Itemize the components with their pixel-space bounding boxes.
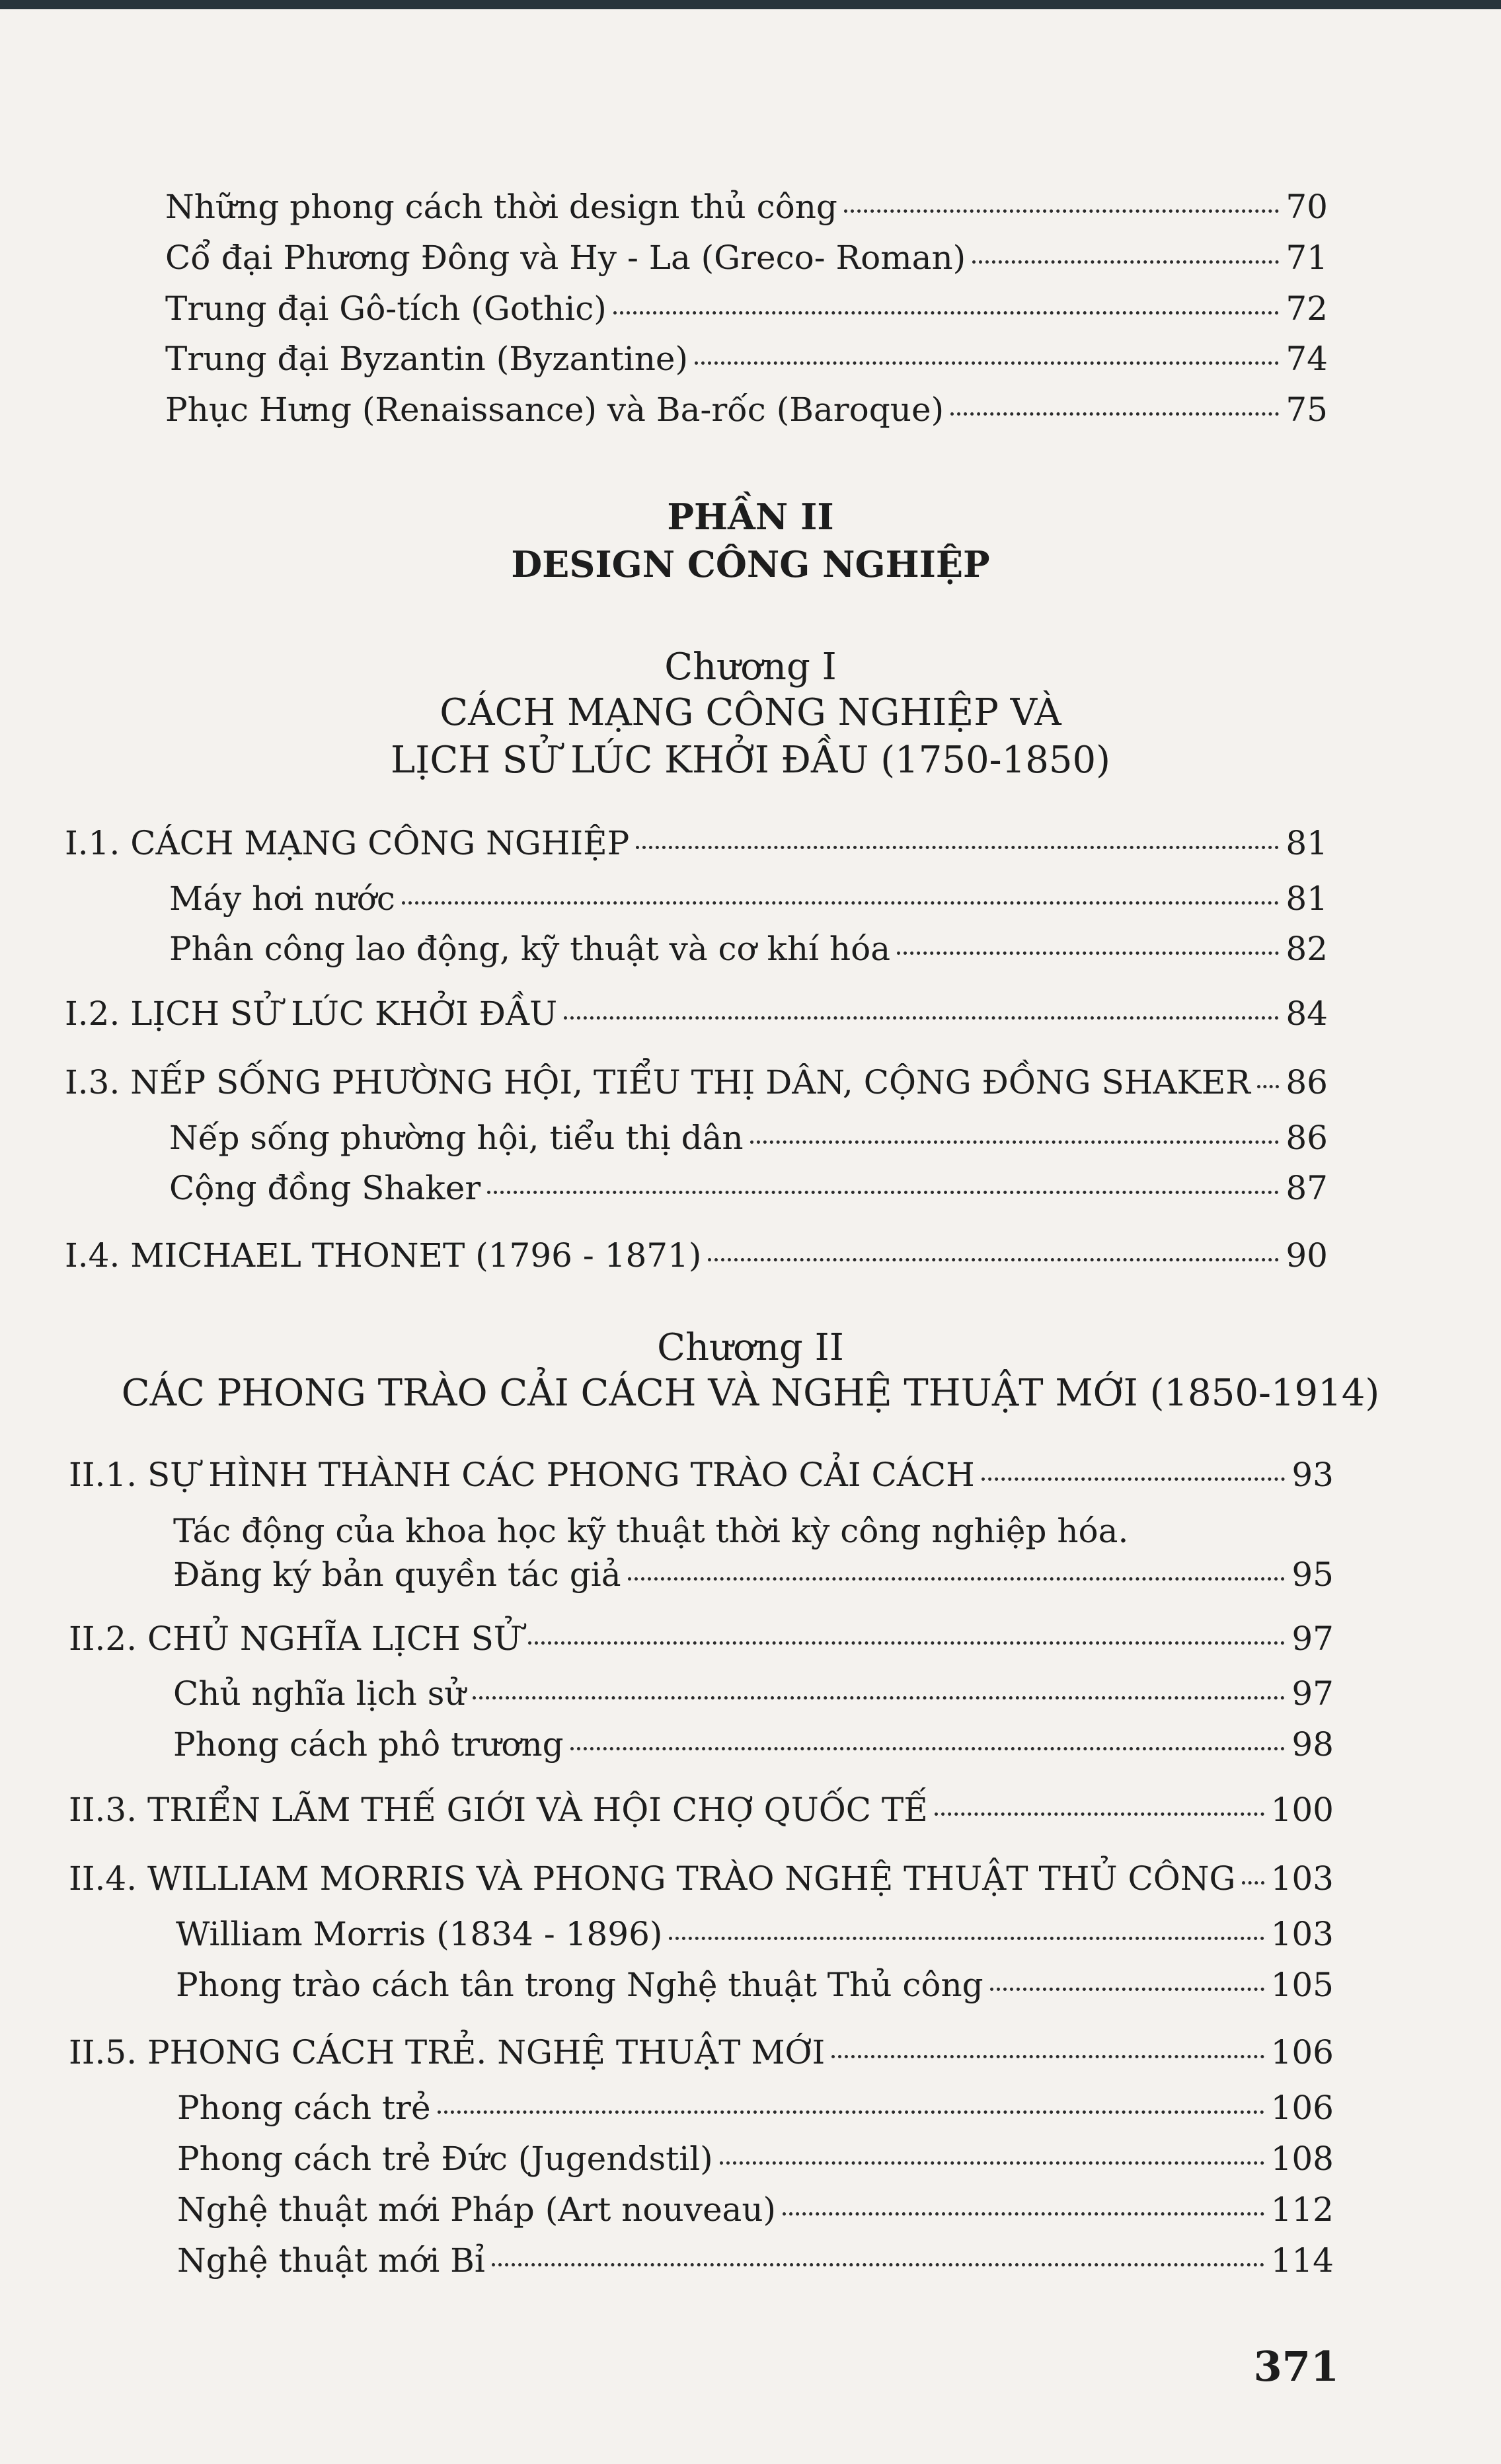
toc-section-entry[interactable] <box>65 1063 1328 1102</box>
chapter-title: CÁC PHONG TRÀO CẢI CÁCH VÀ NGHỆ THUẬT MỚI (1850-1914) <box>121 1372 1380 1415</box>
toc-entry-title: II.3. TRIỂN LÃM THẾ GIỚI VÀ HỘI CHỢ QUỐC TẾ <box>69 1791 928 1829</box>
dot-leader <box>708 1258 1279 1261</box>
toc-entry-title: Nghệ thuật mới Bỉ <box>177 2241 485 2280</box>
toc-entry-page: 87 <box>1286 1169 1328 1207</box>
toc-entry-page: 97 <box>1291 1674 1334 1713</box>
toc-entry-page: 103 <box>1270 1915 1334 1953</box>
dot-leader <box>783 2212 1264 2216</box>
toc-entry[interactable] <box>177 2241 1334 2280</box>
dot-leader <box>990 1988 1264 1991</box>
toc-entry-line <box>173 1511 1334 1551</box>
toc-entry-title: Đăng ký bản quyền tác giả <box>173 1555 621 1594</box>
toc-entry-page: 112 <box>1270 2190 1334 2229</box>
toc-entry-title: Cổ đại Phương Đông và Hy - La (Greco- Roman) <box>165 239 966 277</box>
toc-entry-title: Nghệ thuật mới Pháp (Art nouveau) <box>177 2190 777 2229</box>
toc-entry-title: Phong cách trẻ <box>177 2089 431 2127</box>
toc-section-entry[interactable] <box>69 2033 1334 2072</box>
toc-entry-page: 71 <box>1286 239 1328 277</box>
toc-entry-title: Phục Hưng (Renaissance) và Ba-rốc (Baroque) <box>165 391 944 429</box>
toc-entry-page: 97 <box>1291 1620 1334 1658</box>
toc-entry[interactable] <box>173 1674 1334 1713</box>
toc-section-entry[interactable] <box>69 1859 1334 1898</box>
toc-entry-title: Phong cách phô trương <box>173 1725 564 1764</box>
toc-entry-page: 75 <box>1286 391 1328 429</box>
chapter-title: CÁCH MẠNG CÔNG NGHIỆP VÀ <box>440 691 1061 734</box>
dot-leader <box>695 361 1279 365</box>
toc-entry-page: 86 <box>1286 1119 1328 1157</box>
dot-leader <box>628 1577 1286 1581</box>
toc-entry[interactable] <box>173 1555 1334 1594</box>
toc-entry-title: Chủ nghĩa lịch sử <box>173 1674 466 1713</box>
toc-entry[interactable] <box>169 929 1328 969</box>
toc-entry-page: 74 <box>1286 340 1328 378</box>
toc-entry[interactable] <box>169 879 1328 918</box>
dot-leader <box>935 1812 1264 1816</box>
dot-leader <box>972 260 1279 264</box>
dot-leader <box>750 1140 1280 1144</box>
chapter-label: Chương II <box>657 1326 844 1369</box>
toc-entry-page: 84 <box>1286 994 1328 1033</box>
dot-leader <box>564 1016 1279 1020</box>
toc-entry-title: I.3. NẾP SỐNG PHƯỜNG HỘI, TIỂU THỊ DÂN, CỘNG ĐỒNG SHAKER <box>65 1063 1251 1101</box>
toc-entry[interactable] <box>177 2088 1334 2128</box>
dot-leader <box>981 1477 1286 1481</box>
toc-entry-page: 90 <box>1286 1236 1328 1275</box>
toc-entry[interactable] <box>165 390 1328 429</box>
toc-entry-page: 114 <box>1270 2241 1334 2280</box>
part-title: DESIGN CÔNG NGHIỆP <box>511 543 990 585</box>
toc-entry-title: I.4. MICHAEL THONET (1796 - 1871) <box>65 1236 702 1275</box>
toc-entry-page: 105 <box>1270 1966 1334 2004</box>
toc-entry-page: 95 <box>1291 1555 1334 1594</box>
toc-entry-page: 103 <box>1270 1859 1334 1898</box>
dot-leader <box>570 1747 1286 1750</box>
dot-leader <box>438 2110 1264 2114</box>
toc-entry-title: Máy hơi nước <box>169 879 395 918</box>
toc-entry[interactable] <box>176 1914 1334 1954</box>
toc-entry-page: 98 <box>1291 1725 1334 1764</box>
toc-entry[interactable] <box>169 1118 1328 1158</box>
toc-entry-title: Những phong cách thời design thủ công <box>165 188 837 226</box>
dot-leader <box>831 2055 1264 2058</box>
toc-entry-page: 81 <box>1286 824 1328 862</box>
dot-leader <box>487 1191 1279 1194</box>
dot-leader <box>1257 1085 1279 1088</box>
toc-entry[interactable] <box>173 1725 1334 1764</box>
top-edge-bar <box>0 0 1501 9</box>
toc-entry-title: II.4. WILLIAM MORRIS VÀ PHONG TRÀO NGHỆ THUẬT THỦ CÔNG <box>69 1859 1236 1898</box>
toc-entry[interactable] <box>169 1168 1328 1208</box>
toc-section-entry[interactable] <box>65 994 1328 1033</box>
toc-entry[interactable] <box>165 238 1328 278</box>
toc-entry-title: Trung đại Byzantin (Byzantine) <box>165 340 689 378</box>
toc-entry[interactable] <box>177 2190 1334 2229</box>
toc-entry-title: Phong cách trẻ Đức (Jugendstil) <box>177 2140 713 2178</box>
toc-entry-page: 106 <box>1270 2033 1334 2072</box>
toc-entry-page: 72 <box>1286 289 1328 328</box>
dot-leader <box>1242 1881 1264 1885</box>
dot-leader <box>669 1937 1264 1940</box>
part-label: PHẦN II <box>667 496 834 538</box>
chapter-label: Chương I <box>664 646 837 689</box>
toc-entry-page: 82 <box>1286 930 1328 968</box>
toc-entry-page: 106 <box>1270 2089 1334 2127</box>
toc-entry-title: William Morris (1834 - 1896) <box>176 1915 663 1953</box>
toc-section-entry[interactable] <box>65 1236 1328 1275</box>
dot-leader <box>613 311 1280 315</box>
dot-leader <box>950 412 1279 416</box>
dot-leader <box>492 2263 1264 2266</box>
toc-entry-page: 108 <box>1270 2140 1334 2178</box>
toc-entry-page: 70 <box>1286 188 1328 226</box>
toc-entry[interactable] <box>165 339 1328 379</box>
dot-leader <box>528 1641 1285 1645</box>
toc-entry-title: Phân công lao động, kỹ thuật và cơ khí hóa <box>169 930 891 968</box>
toc-entry-title: Phong trào cách tân trong Nghệ thuật Thủ công <box>176 1966 983 2004</box>
dot-leader <box>897 952 1279 955</box>
toc-entry-title: Trung đại Gô-tích (Gothic) <box>165 289 607 328</box>
toc-entry-title: II.1. SỰ HÌNH THÀNH CÁC PHONG TRÀO CẢI CÁCH <box>69 1456 975 1494</box>
toc-entry-page: 81 <box>1286 879 1328 918</box>
dot-leader <box>720 2161 1264 2165</box>
page-number: 371 <box>1253 2342 1339 2391</box>
dot-leader <box>844 209 1279 213</box>
toc-entry-title-line1: Tác động của khoa học kỹ thuật thời kỳ công nghiệp hóa. <box>173 1512 1129 1550</box>
toc-entry-title: Cộng đồng Shaker <box>169 1169 481 1207</box>
toc-section-entry[interactable] <box>65 823 1328 863</box>
toc-section-entry[interactable] <box>69 1790 1334 1830</box>
dot-leader <box>473 1696 1286 1699</box>
dot-leader <box>402 901 1280 905</box>
toc-entry-title: Nếp sống phường hội, tiểu thị dân <box>169 1119 744 1157</box>
toc-entry-page: 86 <box>1286 1063 1328 1101</box>
toc-entry-title: I.2. LỊCH SỬ LÚC KHỞI ĐẦU <box>65 994 558 1033</box>
toc-entry[interactable] <box>165 187 1328 227</box>
toc-entry-title: I.1. CÁCH MẠNG CÔNG NGHIỆP <box>65 824 630 862</box>
toc-section-entry[interactable] <box>69 1455 1334 1495</box>
chapter-title: LỊCH SỬ LÚC KHỞI ĐẦU (1750-1850) <box>391 739 1110 782</box>
toc-entry[interactable] <box>177 2139 1334 2179</box>
dot-leader <box>636 846 1279 849</box>
toc-entry[interactable] <box>165 289 1328 328</box>
toc-entry[interactable] <box>176 1965 1334 2005</box>
toc-entry-page: 93 <box>1291 1456 1334 1494</box>
toc-entry-title: II.2. CHỦ NGHĨA LỊCH SỬ <box>69 1620 522 1658</box>
toc-section-entry[interactable] <box>69 1619 1334 1659</box>
toc-entry-page: 100 <box>1270 1791 1334 1829</box>
toc-entry-title: II.5. PHONG CÁCH TRẺ. NGHỆ THUẬT MỚI <box>69 2033 826 2072</box>
